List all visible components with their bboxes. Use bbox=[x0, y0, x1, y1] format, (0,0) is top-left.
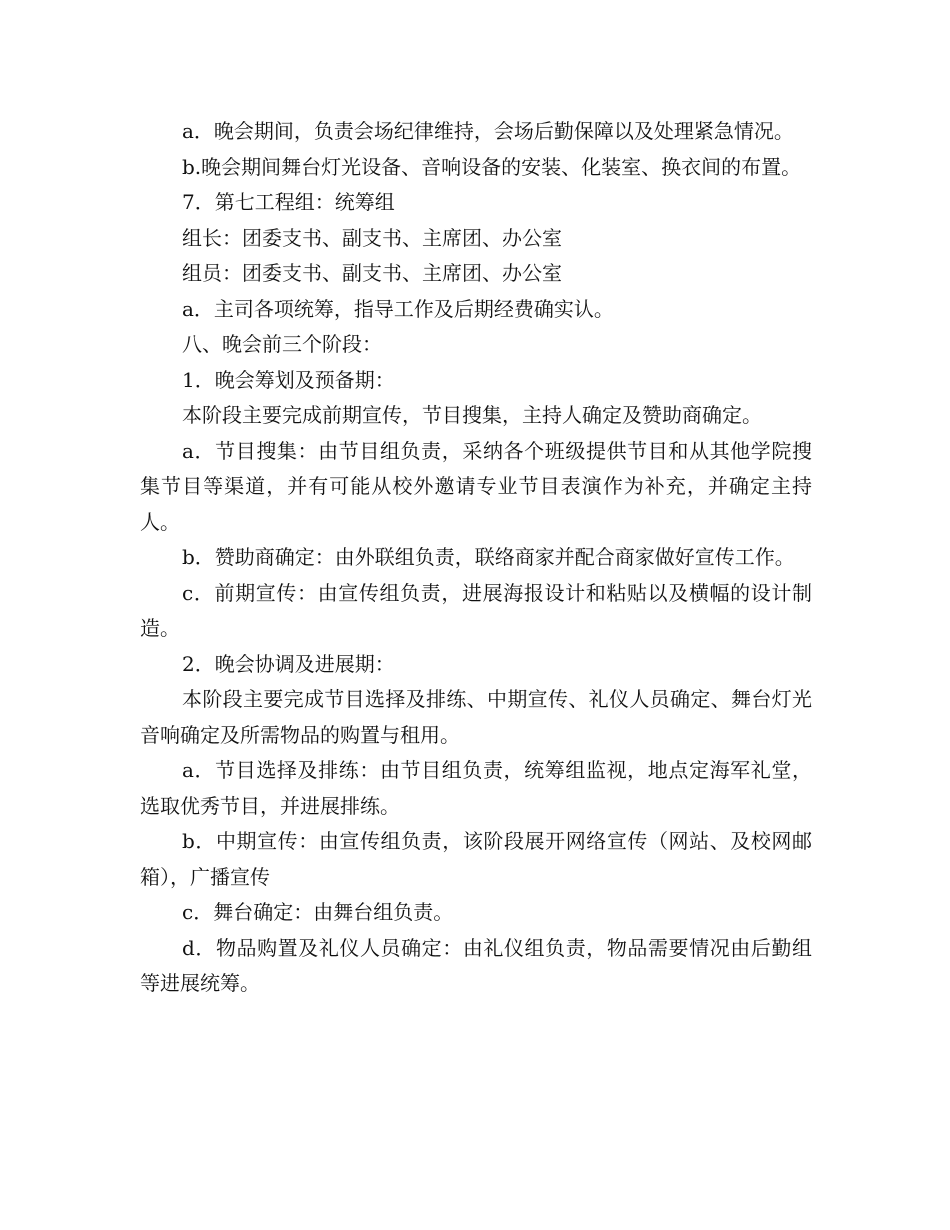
paragraph-stage-two-summary: 本阶段主要完成节目选择及排练、中期宣传、礼仪人员确定、舞台灯光音响确定及所需物品的购置与租用。 bbox=[140, 687, 812, 747]
heading-stage-two: 2．晚会协调及进展期： bbox=[182, 651, 395, 676]
paragraph-sponsor: b．赞助商确定：由外联组负责，联络商家并配合商家做好宣传工作。 bbox=[182, 545, 795, 569]
paragraph-group-leader: 组长：团委支书、副支书、主席团、办公室 bbox=[182, 225, 562, 250]
heading-section-eight: 八、晚会前三个阶段： bbox=[182, 332, 382, 356]
paragraph-early-publicity: c．前期宣传：由宣传组负责，进展海报设计和粘贴以及横幅的设计制造。 bbox=[140, 580, 812, 640]
paragraph-staff-duty-b: b.晚会期间舞台灯光设备、音响设备的安装、化装室、换衣间的布置。 bbox=[182, 154, 802, 179]
paragraph-mid-publicity: b．中期宣传：由宣传组负责，该阶段展开网络宣传（网站、及校网邮箱），广播宣传 bbox=[140, 829, 812, 889]
paragraph-program-collection: a．节目搜集：由节目组负责，采纳各个班级提供节目和从其他学院搜集节目等渠道，并有可能从校外邀请专业节目表演作为补充，并确定主持人。 bbox=[140, 438, 812, 534]
paragraph-stage-one-summary: 本阶段主要完成前期宣传，节目搜集，主持人确定及赞助商确定。 bbox=[182, 403, 762, 427]
document-body bbox=[140, 114, 812, 1002]
heading-group-seven: 7．第七工程组：统筹组 bbox=[182, 190, 395, 214]
paragraph-staff-duty-a: a．晚会期间，负责会场纪律维持，会场后勤保障以及处理紧急情况。 bbox=[182, 119, 794, 143]
paragraph-coordination-duty: a．主司各项统筹，指导工作及后期经费确实认。 bbox=[182, 296, 614, 321]
paragraph-stage-setup: c．舞台确定：由舞台组负责。 bbox=[182, 900, 454, 924]
paragraph-rehearsal: a．节目选择及排练：由节目组负责，统筹组监视，地点定海军礼堂，选取优秀节目，并进展排练。 bbox=[140, 758, 812, 818]
heading-stage-one: 1．晚会筹划及预备期： bbox=[182, 367, 395, 392]
paragraph-group-members: 组员：团委支书、副支书、主席团、办公室 bbox=[182, 261, 562, 285]
paragraph-purchasing: d．物品购置及礼仪人员确定：由礼仪组负责，物品需要情况由后勤组等进展统筹。 bbox=[140, 935, 812, 995]
